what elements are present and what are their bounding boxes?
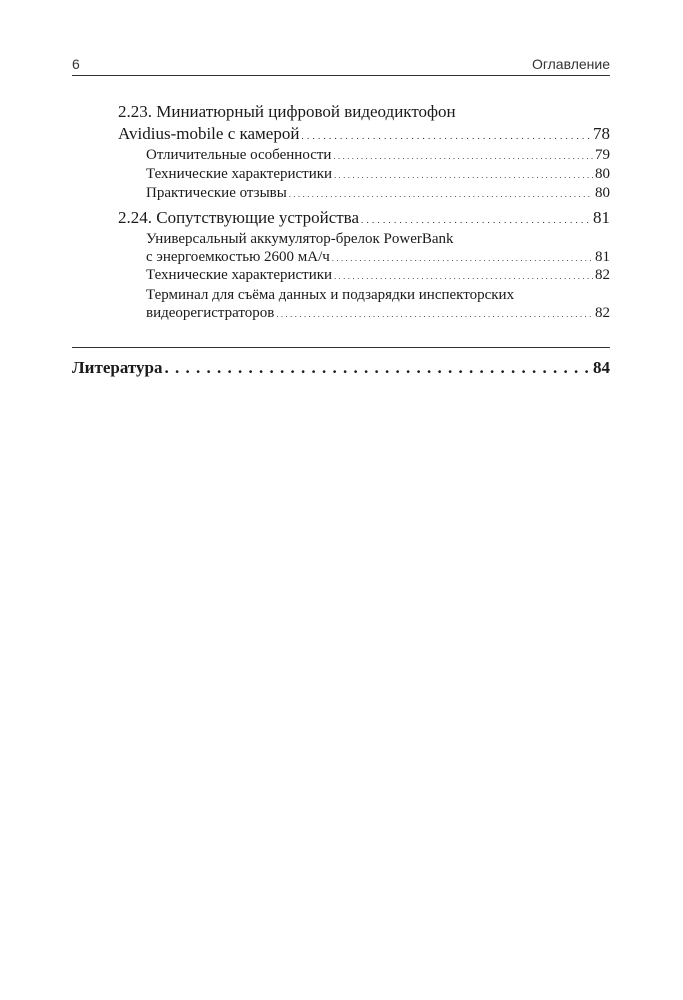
toc-leader xyxy=(276,310,593,319)
toc-subentry xyxy=(146,267,610,284)
toc-entry-label: Технические характеристики xyxy=(146,166,333,182)
toc-subentry xyxy=(146,147,610,164)
header-divider xyxy=(72,75,610,76)
toc-subentry xyxy=(146,305,610,322)
toc-entry-label: с энергоемкостью 2600 мА/ч xyxy=(146,249,330,265)
page-number: 6 xyxy=(72,56,80,72)
toc-entry-label: Практические отзывы xyxy=(146,185,287,201)
toc-entry-label: Технические характеристики xyxy=(146,267,333,283)
toc-entry-label: 2.24. Сопутствующие устройства xyxy=(118,208,360,227)
toc-literature-entry xyxy=(72,358,610,378)
toc-subentry xyxy=(146,185,610,202)
toc-leader xyxy=(333,152,593,161)
toc-page-number: 82 xyxy=(595,267,610,283)
toc-entry xyxy=(118,208,610,228)
toc-subentry xyxy=(146,166,610,183)
toc-leader xyxy=(164,358,591,378)
toc-leader xyxy=(334,171,593,180)
toc-page-number: 81 xyxy=(595,249,610,265)
toc-subentry-title: Терминал для съёма данных и подзарядки инспекторских xyxy=(146,287,515,303)
toc-section-title: 2.23. Миниатюрный цифровой видеодиктофон xyxy=(118,102,456,121)
page-header xyxy=(72,56,610,76)
toc-subentry xyxy=(146,249,610,266)
toc-page-number: 79 xyxy=(595,147,610,163)
running-title: Оглавление xyxy=(531,56,610,72)
toc-leader xyxy=(361,215,591,225)
toc-page-number: 82 xyxy=(595,305,610,321)
toc-entry xyxy=(118,124,610,144)
toc-leader xyxy=(332,254,593,263)
toc-page-number: 84 xyxy=(593,358,610,377)
toc-page-number: 81 xyxy=(593,208,610,227)
toc-leader xyxy=(289,190,593,199)
toc-subentry-title: Универсальный аккумулятор-брелок PowerBank xyxy=(146,231,454,247)
section-divider xyxy=(72,347,610,348)
toc-entry-label: Отличительные особенности xyxy=(146,147,332,163)
toc-leader xyxy=(334,272,593,281)
toc-page-number: 80 xyxy=(595,166,610,182)
toc-page-number: 80 xyxy=(595,185,610,201)
toc-entry-label: Avidius-mobile с камерой xyxy=(118,124,300,143)
toc-leader xyxy=(301,131,591,141)
toc-page-number: 78 xyxy=(593,124,610,143)
toc-entry-label: Литература xyxy=(72,358,163,377)
toc-entry-label: видеорегистраторов xyxy=(146,305,275,321)
